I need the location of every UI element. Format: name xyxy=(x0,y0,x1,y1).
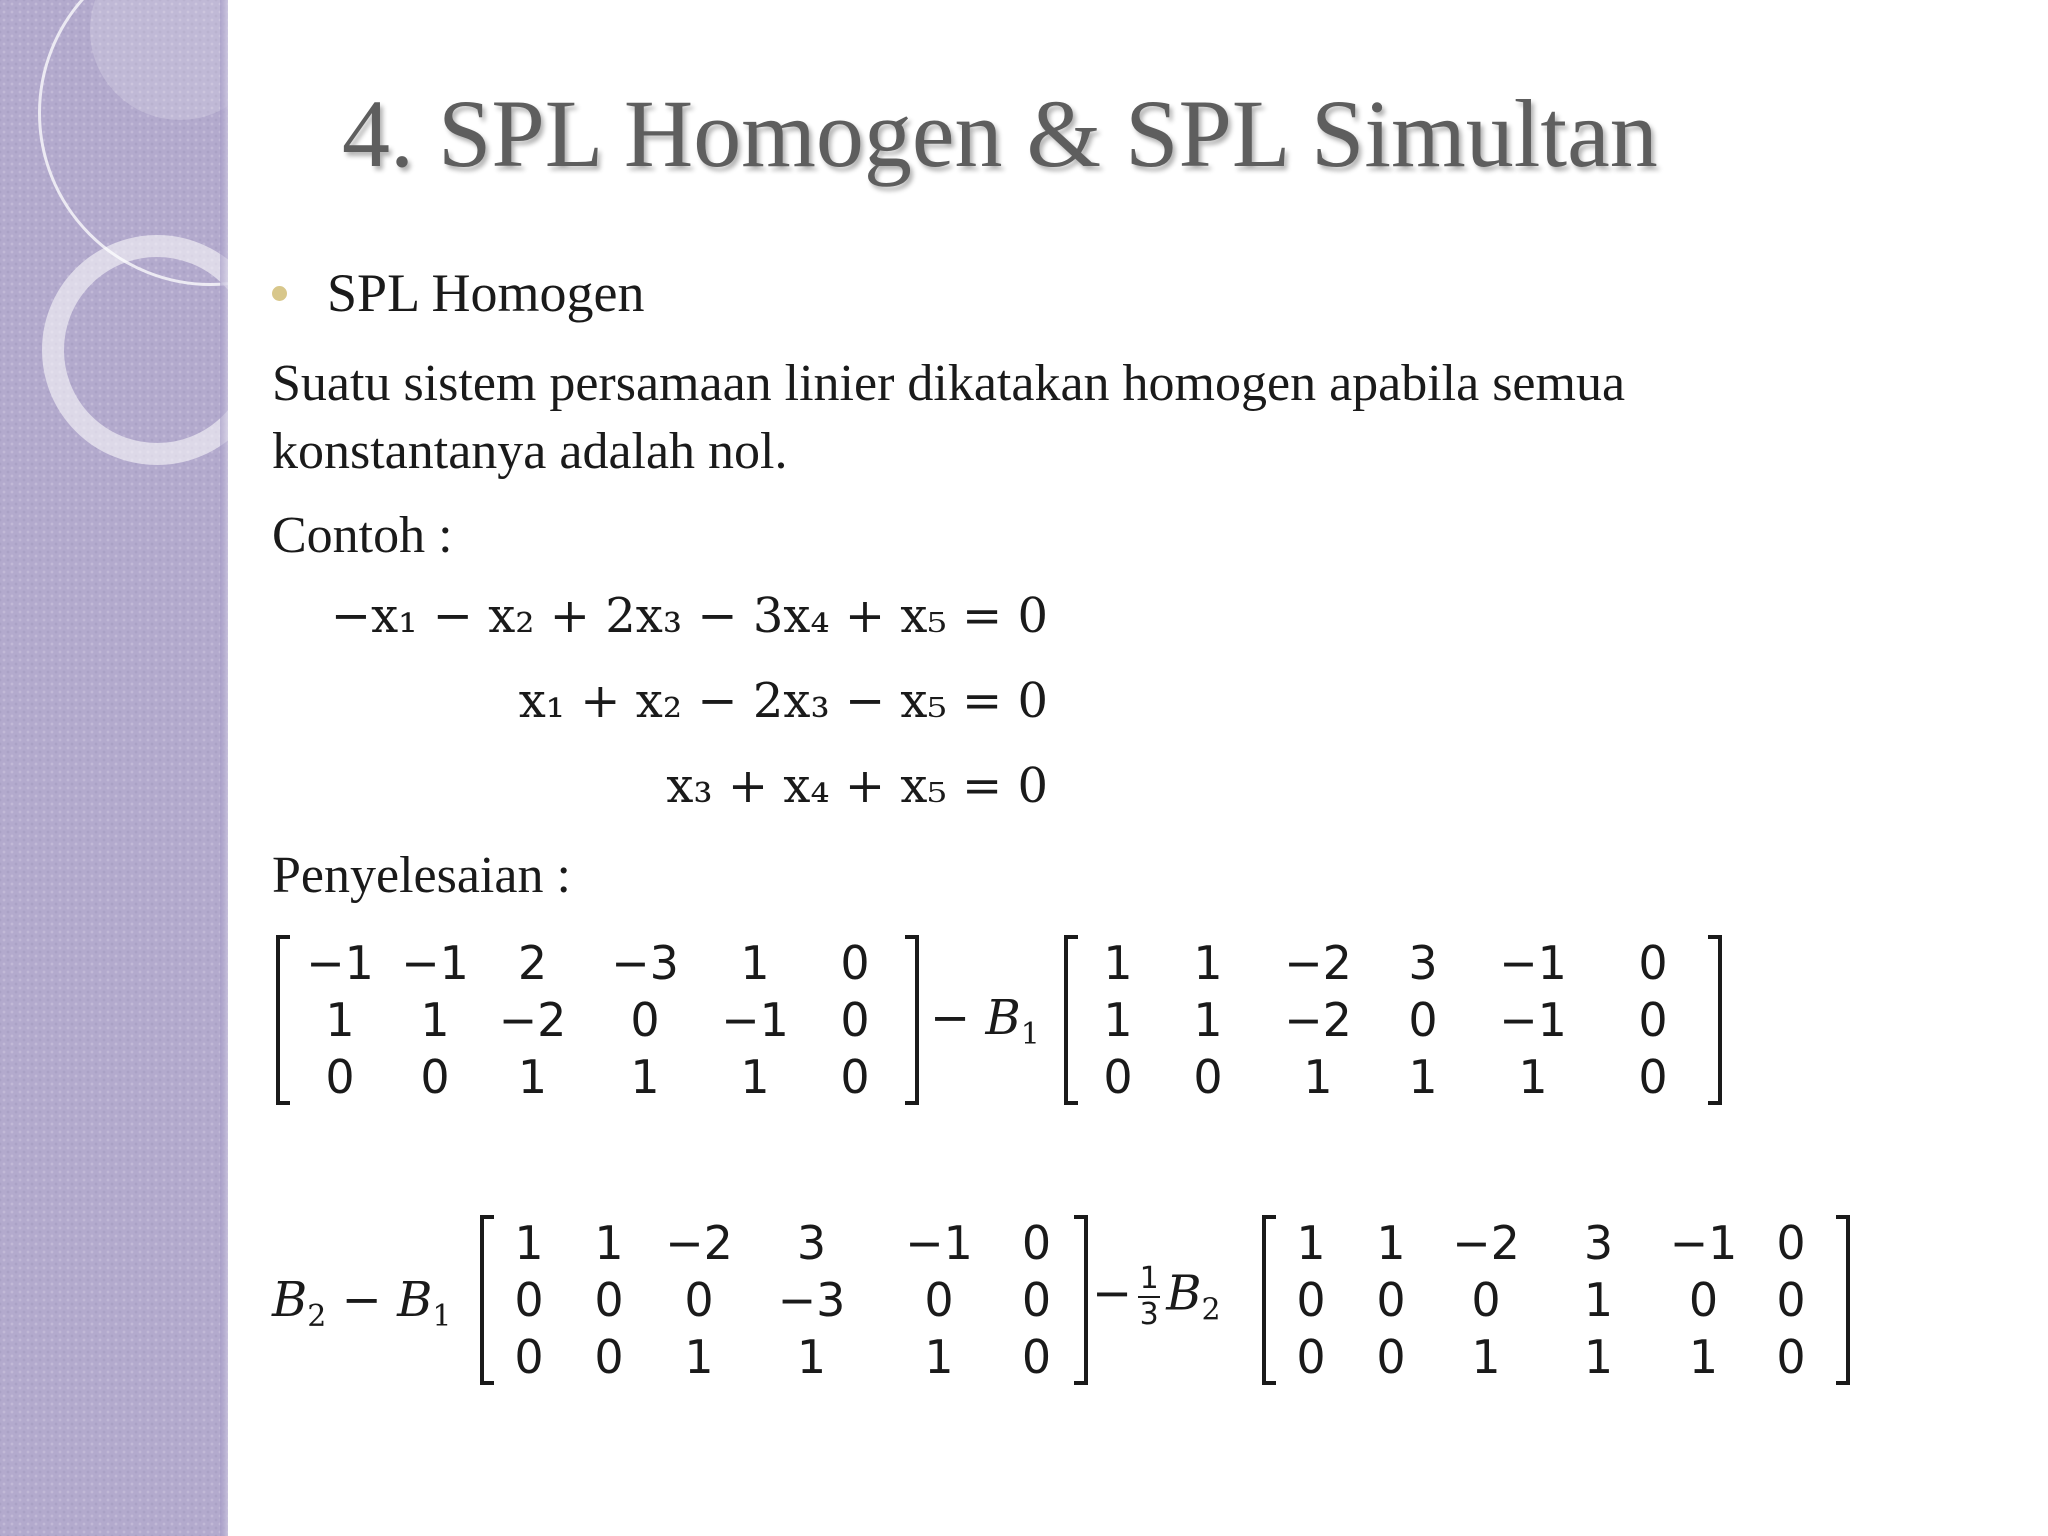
matrix-cell: 0 xyxy=(1193,1049,1223,1104)
matrix-cell: 1 xyxy=(1296,1216,1326,1271)
matrix-cell: 1 xyxy=(740,936,770,991)
example-label: Contoh : xyxy=(272,507,453,564)
matrix-cell: 0 xyxy=(684,1272,714,1327)
matrix-cell: 0 xyxy=(1776,1216,1806,1271)
bullet-item xyxy=(272,262,645,324)
matrix-cell: −2 xyxy=(498,992,567,1047)
matrix-cell: −2 xyxy=(1452,1216,1520,1271)
matrix-cell: −2 xyxy=(1284,992,1352,1047)
matrix-cell: 0 xyxy=(594,1329,624,1384)
matrix-cell: 1 xyxy=(1303,1049,1333,1104)
matrix-cell: 1 xyxy=(1103,992,1133,1047)
bullet-dot-icon xyxy=(272,286,287,301)
row-operation-2 xyxy=(272,1272,452,1334)
matrix-cell: 0 xyxy=(1376,1272,1406,1327)
matrix-cell: 1 xyxy=(924,1329,954,1384)
matrix-cell: 0 xyxy=(924,1272,954,1327)
matrix-cell: 1 xyxy=(1193,992,1223,1047)
matrix-cell: −2 xyxy=(1284,936,1352,991)
matrix-cell: 1 xyxy=(740,1049,770,1104)
slide-title: 4. SPL Homogen & SPL Simultan xyxy=(342,80,1658,187)
matrix-cell: −1 xyxy=(1499,992,1567,1047)
matrix-cell: 3 xyxy=(1408,936,1438,991)
matrix-cell: −1 xyxy=(306,936,374,991)
matrix-cell: 0 xyxy=(1688,1272,1719,1327)
matrix-cell: −3 xyxy=(777,1272,846,1327)
matrix-cell: −1 xyxy=(1669,1216,1738,1271)
matrix-cell: 0 xyxy=(514,1272,544,1327)
decorative-sidebar xyxy=(0,0,228,1536)
bracket-right xyxy=(1836,1215,1850,1385)
matrix-cell: 0 xyxy=(1776,1272,1806,1327)
bullet-text: SPL Homogen xyxy=(327,263,645,323)
matrix-cell: 0 xyxy=(514,1329,544,1384)
matrix-cell: 0 xyxy=(1021,1272,1052,1327)
op-row: B xyxy=(1166,1265,1202,1322)
matrix-cell: 1 xyxy=(796,1329,827,1384)
matrix-cell: 0 xyxy=(840,1049,870,1104)
matrix-cell: 1 xyxy=(517,1049,548,1104)
matrix-cell: 1 xyxy=(1583,1272,1614,1327)
op-sub: 2 xyxy=(1201,1292,1221,1328)
bracket-left xyxy=(480,1215,494,1385)
matrix-cell: −3 xyxy=(611,936,679,991)
op-row: B xyxy=(985,990,1021,1046)
sidebar-edge xyxy=(220,0,228,1536)
matrix-cell: 1 xyxy=(1471,1329,1501,1384)
matrix-cell: 0 xyxy=(1638,1049,1668,1104)
matrix-cell: 1 xyxy=(1688,1329,1719,1384)
fraction-numerator: 1 xyxy=(1139,1261,1159,1296)
equation-2: x₁ + x₂ − 2x₃ − x₅ = 0 xyxy=(518,673,1048,729)
bracket-left xyxy=(1262,1215,1276,1385)
matrix-cell: 0 xyxy=(325,1049,355,1104)
matrix-cell: 0 xyxy=(594,1272,624,1327)
matrix-cell: −2 xyxy=(665,1216,733,1271)
decorative-ring-thick xyxy=(42,235,228,465)
matrix-cell: 0 xyxy=(1021,1216,1052,1271)
matrix-cell: 1 xyxy=(594,1216,624,1271)
matrix-cell: 1 xyxy=(514,1216,544,1271)
solution-label: Penyelesaian : xyxy=(272,847,571,904)
matrix-cell: 1 xyxy=(1193,936,1223,991)
matrix-grid xyxy=(1276,1215,1836,1385)
matrix-cell: 0 xyxy=(1376,1329,1406,1384)
fraction xyxy=(1138,1262,1160,1332)
matrix-cell: 0 xyxy=(1103,1049,1133,1104)
matrix-cell: 0 xyxy=(1471,1272,1501,1327)
definition-line-1: Suatu sistem persamaan linier dikatakan homogen apabila semua xyxy=(272,355,1626,412)
matrix-grid xyxy=(290,935,905,1105)
bracket-right xyxy=(1708,935,1722,1105)
matrix-cell: 0 xyxy=(1638,992,1668,1047)
matrix-cell: 0 xyxy=(840,936,870,991)
matrix-cell: 0 xyxy=(1296,1329,1326,1384)
bracket-left xyxy=(1064,935,1078,1105)
op-prefix: − xyxy=(1092,1265,1133,1322)
matrix-cell: 0 xyxy=(1021,1329,1052,1384)
matrix-cell: 1 xyxy=(684,1329,714,1384)
matrix-cell: 0 xyxy=(420,1049,450,1104)
matrix-cell: 1 xyxy=(1408,1049,1438,1104)
matrix-cell: 3 xyxy=(796,1216,827,1271)
matrix-cell: 2 xyxy=(517,936,548,991)
matrix-cell: 1 xyxy=(1376,1216,1406,1271)
op-row: B xyxy=(397,1272,433,1328)
matrix-cell: 0 xyxy=(630,992,660,1047)
op-sub: 1 xyxy=(1020,1017,1040,1052)
row-operation-3 xyxy=(1092,1262,1221,1332)
op-sub: 2 xyxy=(307,1299,327,1334)
matrix-cell: 0 xyxy=(1638,936,1668,991)
matrix-cell: −1 xyxy=(1499,936,1567,991)
augmented-matrix-1 xyxy=(276,935,919,1105)
matrix-cell: −1 xyxy=(401,936,469,991)
matrix-cell: 1 xyxy=(325,992,355,1047)
matrix-cell: −1 xyxy=(721,992,789,1047)
matrix-cell: 0 xyxy=(1408,992,1438,1047)
row-operation-1 xyxy=(930,990,1040,1052)
matrix-grid xyxy=(1078,935,1708,1105)
augmented-matrix-3 xyxy=(480,1215,1088,1385)
augmented-matrix-2 xyxy=(1064,935,1722,1105)
matrix-cell: 0 xyxy=(840,992,870,1047)
matrix-cell: 1 xyxy=(1518,1049,1548,1104)
matrix-cell: 1 xyxy=(1103,936,1133,991)
op-sub: 1 xyxy=(432,1299,452,1334)
bracket-right xyxy=(905,935,919,1105)
bracket-left xyxy=(276,935,290,1105)
matrix-grid xyxy=(494,1215,1074,1385)
matrix-cell: 0 xyxy=(1776,1329,1806,1384)
matrix-cell: 0 xyxy=(1296,1272,1326,1327)
op-minus: − xyxy=(326,1272,398,1328)
matrix-cell: 3 xyxy=(1583,1216,1614,1271)
equation-1: −x₁ − x₂ + 2x₃ − 3x₄ + x₅ = 0 xyxy=(330,588,1048,644)
augmented-matrix-4 xyxy=(1262,1215,1850,1385)
op-row: B xyxy=(272,1272,308,1328)
matrix-cell: −1 xyxy=(905,1216,973,1271)
matrix-cell: 1 xyxy=(630,1049,660,1104)
op-prefix: − xyxy=(930,990,986,1046)
definition-line-2: konstantanya adalah nol. xyxy=(272,423,788,480)
bracket-right xyxy=(1074,1215,1088,1385)
matrix-cell: 1 xyxy=(1583,1329,1614,1384)
fraction-denominator: 3 xyxy=(1139,1297,1159,1332)
matrix-cell: 1 xyxy=(420,992,450,1047)
equation-3: x₃ + x₄ + x₅ = 0 xyxy=(666,758,1048,814)
